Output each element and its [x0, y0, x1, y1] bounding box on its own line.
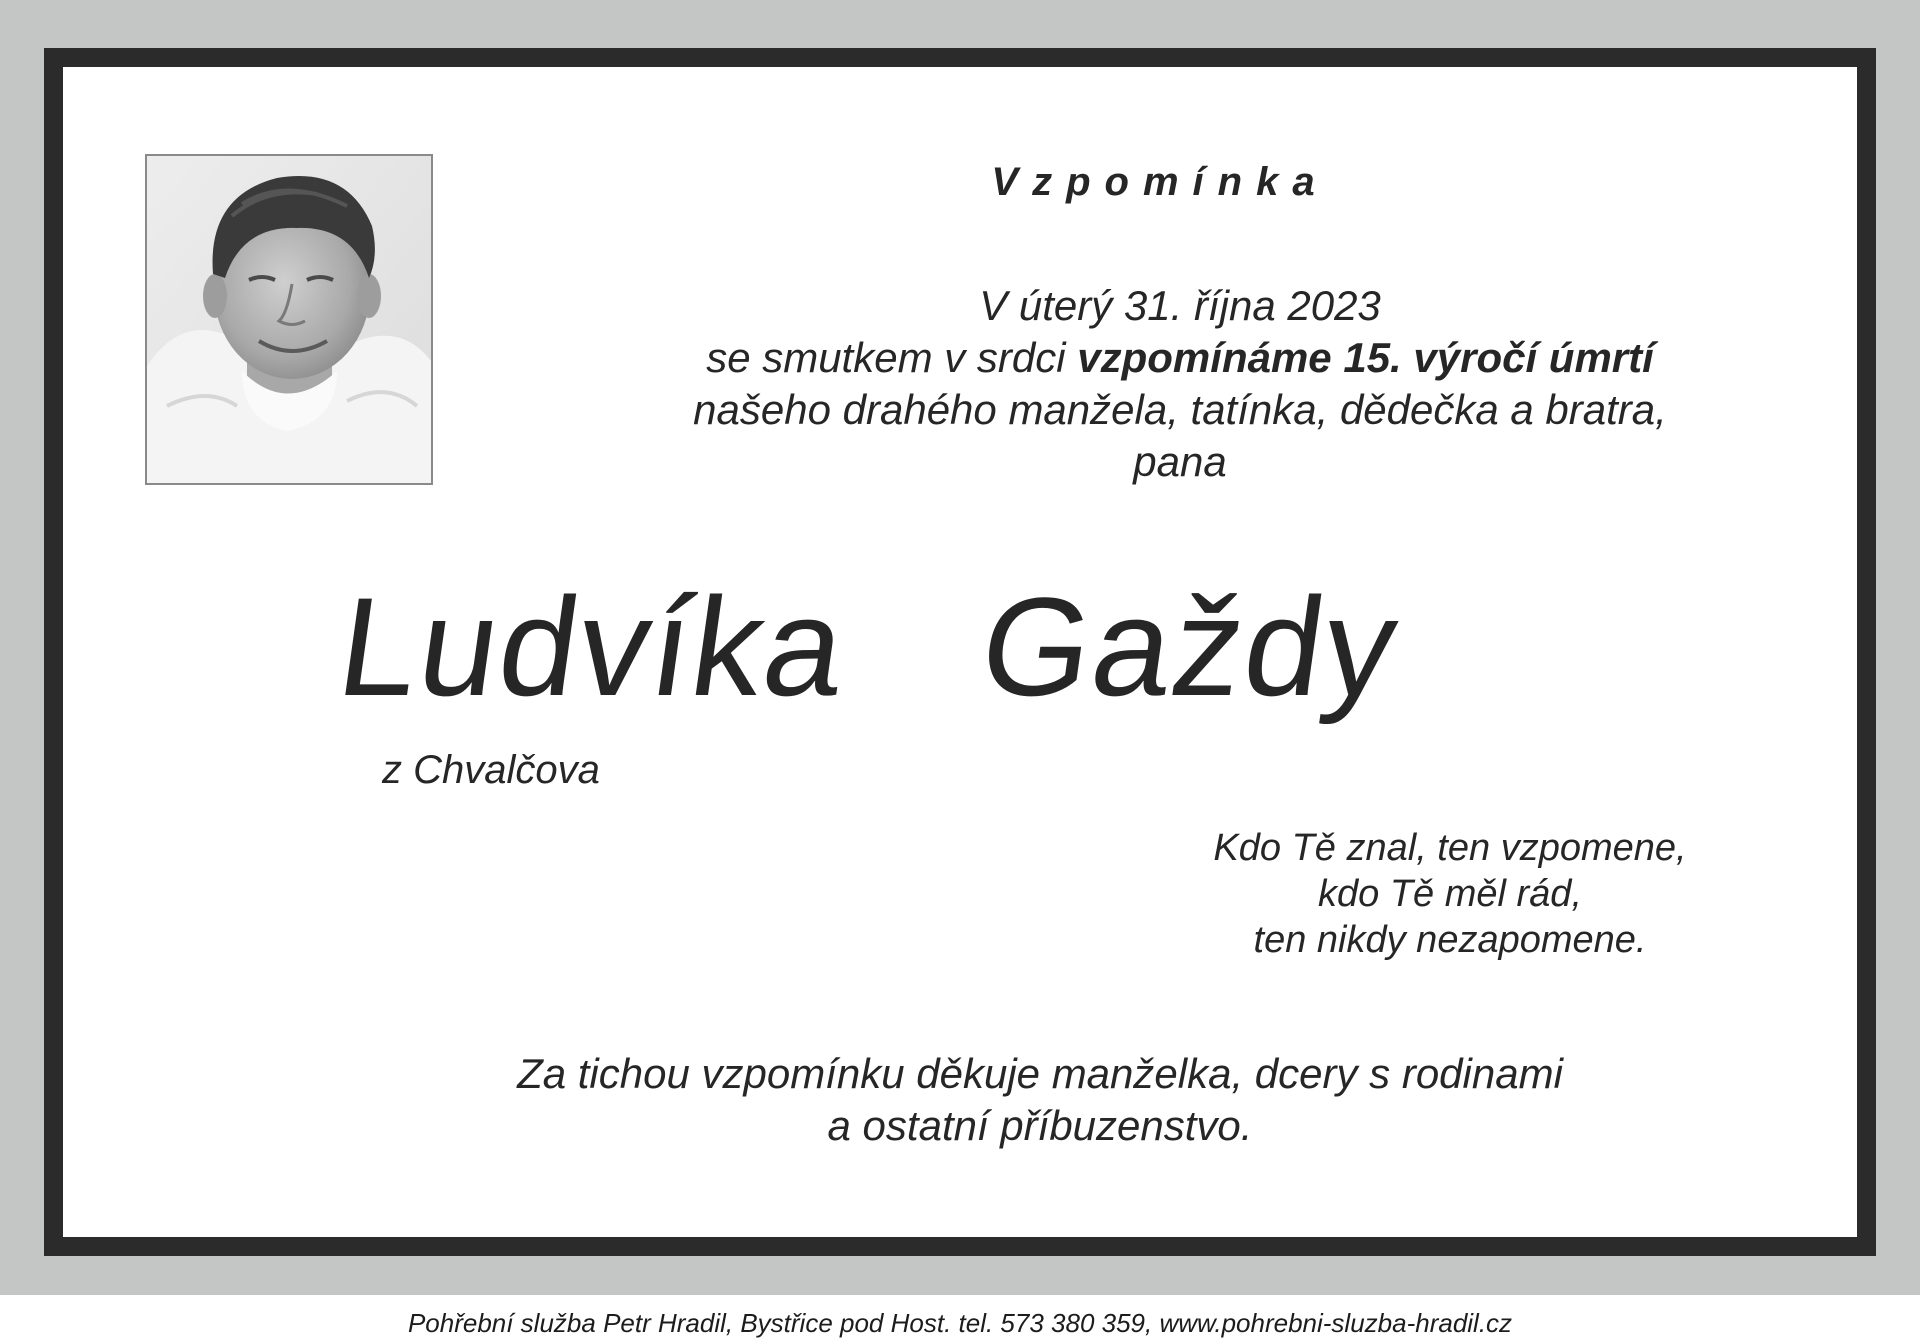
poem-line: ten nikdy nezapomene. [1253, 919, 1647, 961]
poem-line: Kdo Tě znal, ten vzpomene, [1213, 827, 1687, 869]
portrait-photo [145, 154, 433, 485]
announcement-date: V úterý 31. října 2023 [979, 282, 1381, 329]
announcement-line-2-text: se smutkem v srdci [706, 334, 1078, 381]
deceased-name: Ludvíka Gaždy [329, 568, 1409, 725]
funeral-service-footer: Pohřební služba Petr Hradil, Bystřice pod Host. tel. 573 380 359, www.pohrebni-sluzba-hradil.cz [407, 1308, 1513, 1338]
announcement-line-2 [560, 332, 1800, 384]
announcement-line-3: našeho drahého manžela, tatínka, dědečka a bratra, [693, 386, 1667, 433]
thanks-line-1: Za tichou vzpomínku děkuje manželka, dcery s rodinami [517, 1050, 1563, 1097]
card-heading: Vzpomínka [991, 160, 1329, 204]
announcement-line-4: pana [1133, 438, 1227, 485]
portrait-image [147, 156, 431, 483]
memorial-poem [1150, 825, 1750, 963]
anniversary-emphasis: vzpomínáme 15. výročí úmrtí [1077, 334, 1654, 381]
announcement-block [560, 280, 1800, 488]
thanks-line-2: a ostatní příbuzenstvo. [827, 1102, 1253, 1149]
thanks-block [440, 1048, 1640, 1152]
deceased-origin: z Chvalčova [382, 748, 600, 792]
poem-line: kdo Tě měl rád, [1318, 873, 1582, 915]
